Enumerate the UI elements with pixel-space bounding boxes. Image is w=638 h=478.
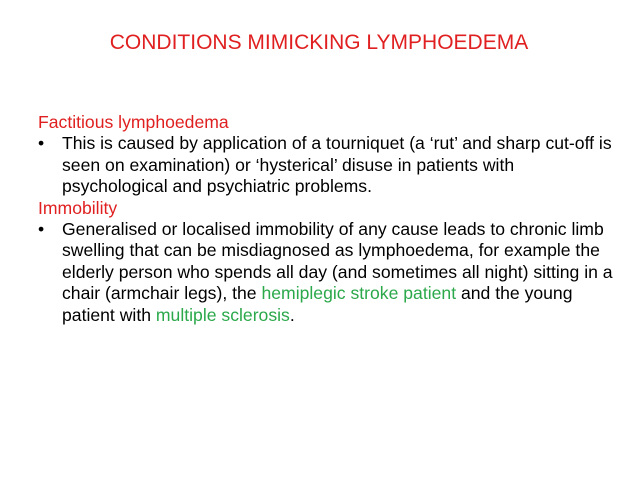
bullet-immobility [38,219,618,326]
bullet-text-immobility [62,219,618,326]
bullet-factitious [38,133,618,197]
slide-title: CONDITIONS MIMICKING LYMPHOEDEMA [109,31,529,54]
highlight-hemiplegic-stroke: hemiplegic stroke patient [261,283,457,304]
section-heading-factitious: Factitious lymphoedema [38,112,229,132]
highlight-multiple-sclerosis: multiple sclerosis [155,304,290,325]
bullet-mark: • [38,219,45,240]
immobility-text-part-1: Generalised or localised immobility of any cause leads to chronic limb swelling that can be misdiagnosed as lymphoedema, for example the elderly person who spends all day (and sometimes all night) sitting in a chair (armchair legs), the [62,219,613,304]
section-heading-immobility: Immobility [38,197,118,218]
bullet-text-factitious: This is caused by application of a tourniquet (a ‘rut’ and sharp cut-off is seen on examination) or ‘hysterical’ disuse in patients with psychological and psychiatric problems. [62,133,612,197]
immobility-text-part-3: . [289,304,295,325]
immobility-text-part-2: and the young patient with [62,283,573,325]
bullet-mark: • [38,133,45,154]
slide-body [38,112,618,326]
